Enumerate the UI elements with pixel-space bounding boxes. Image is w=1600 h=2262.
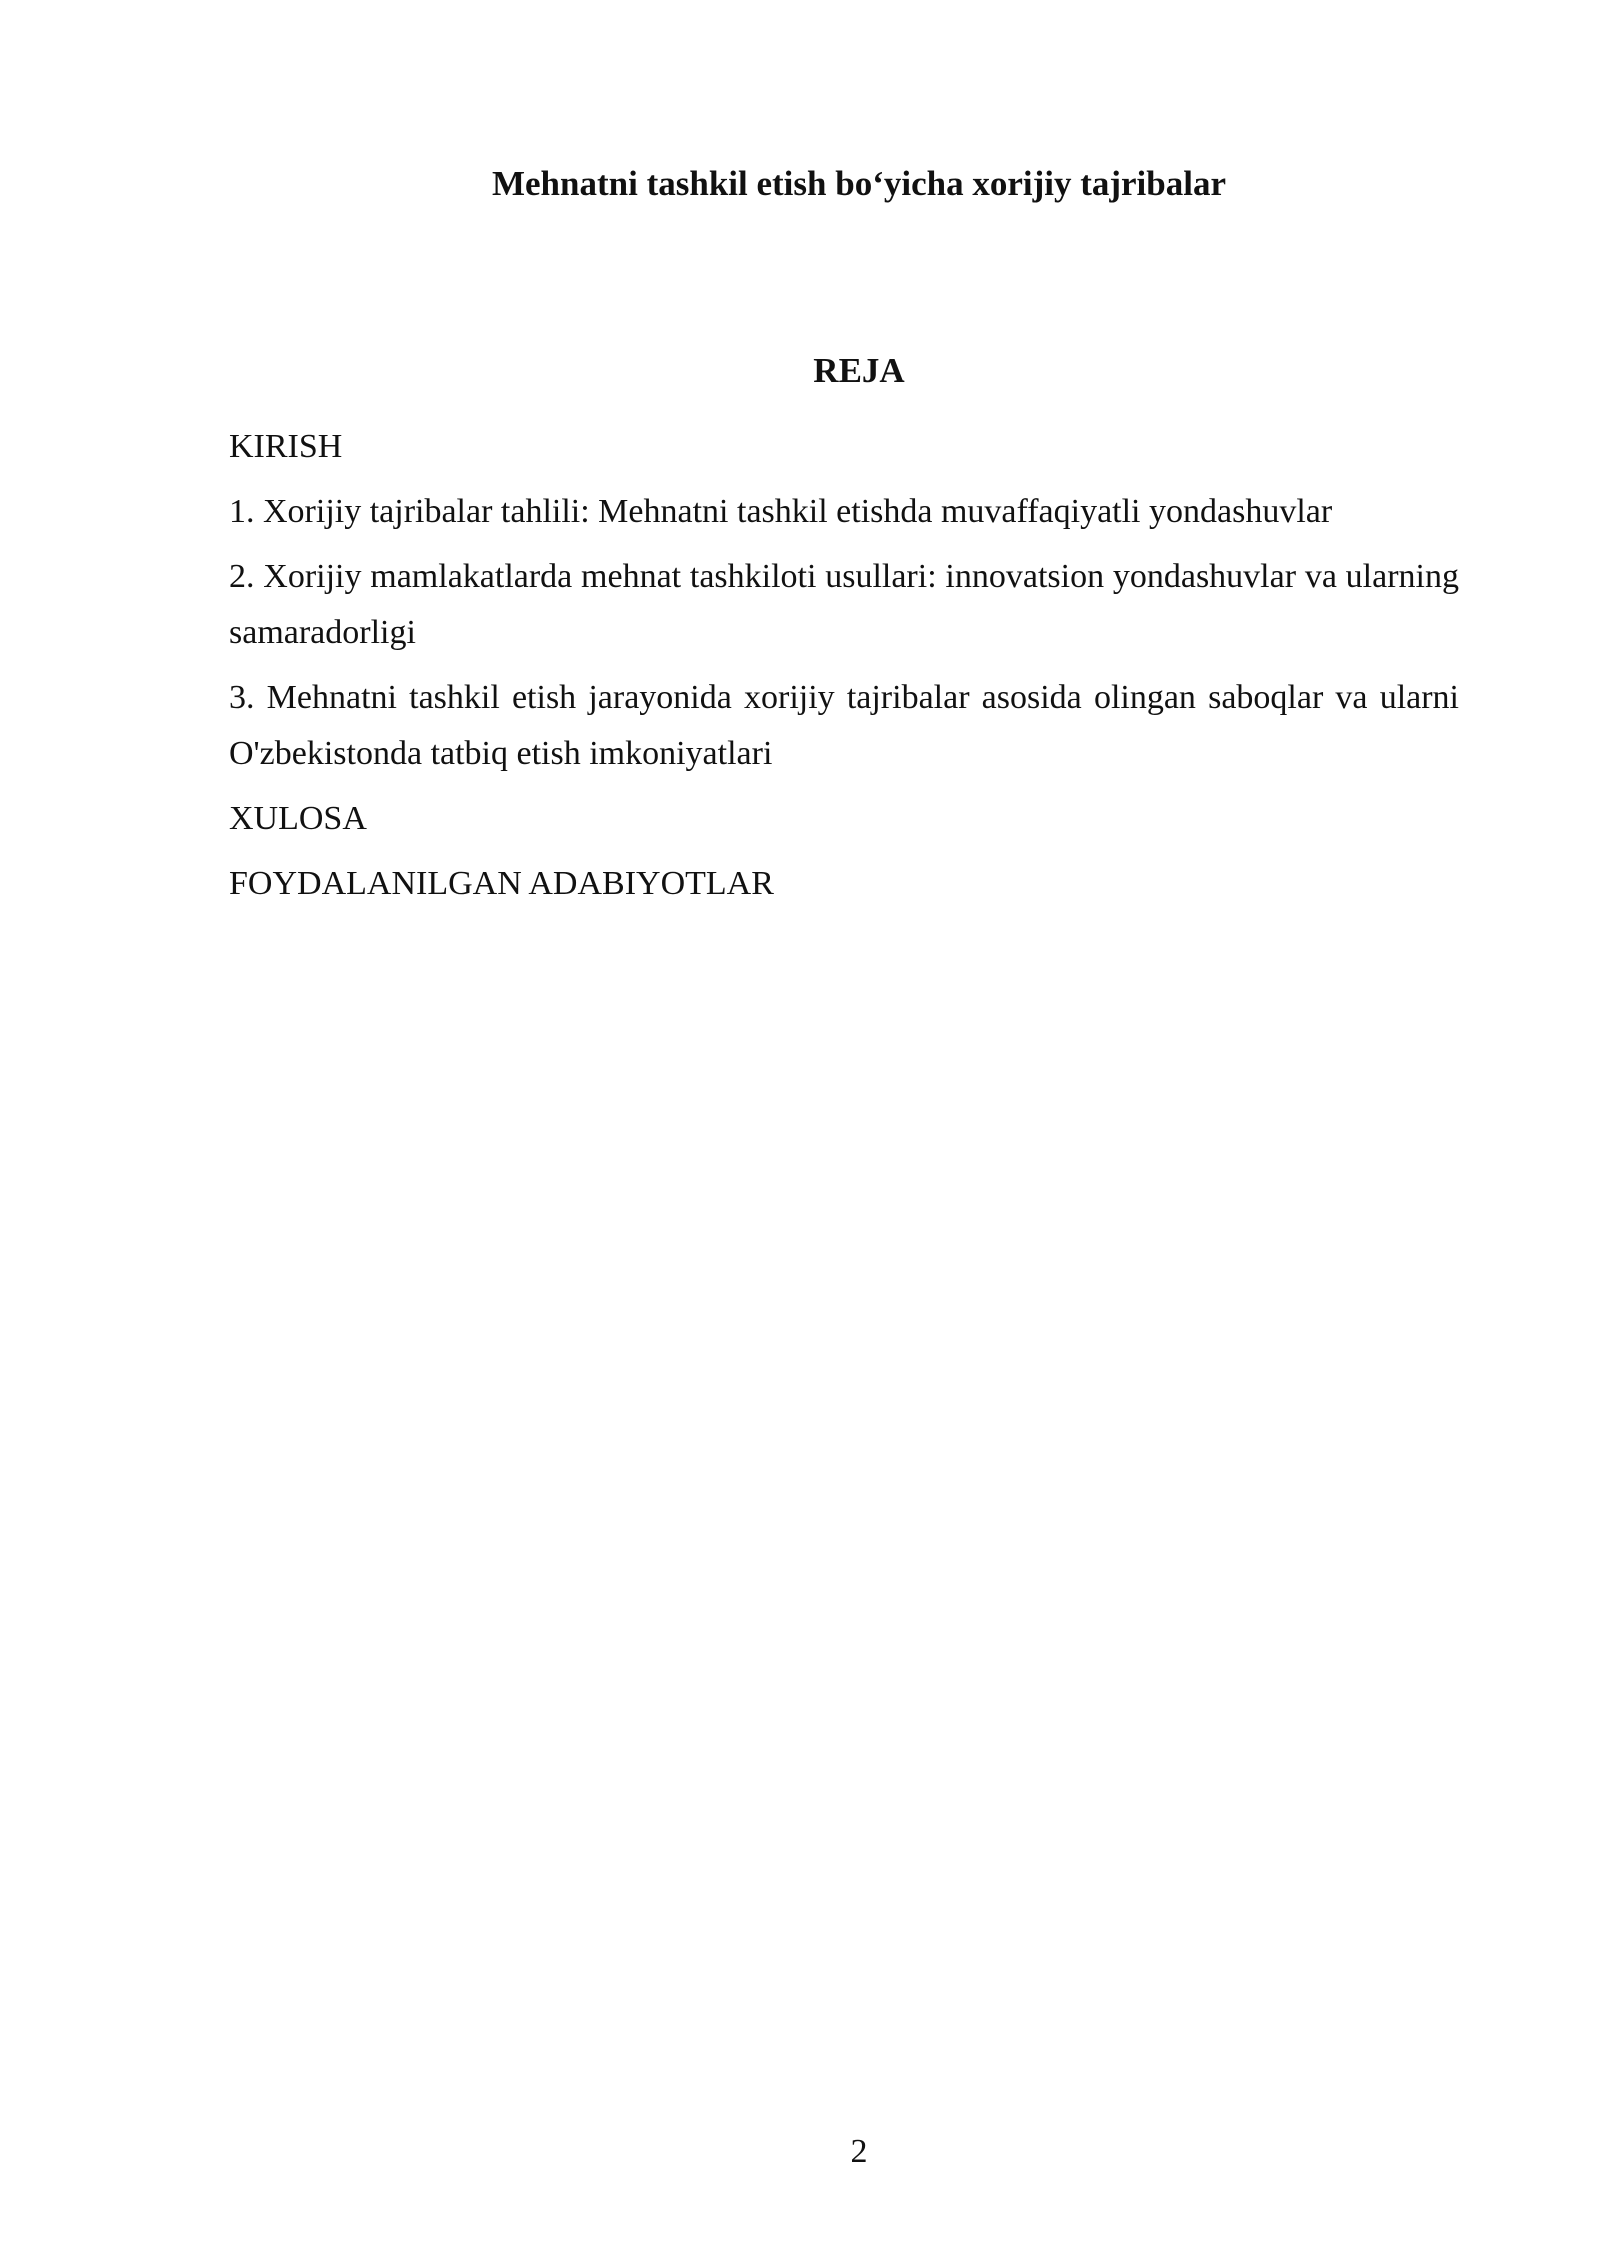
document-title: Mehnatni tashkil etish bo‘yicha xorijiy tajribalar: [491, 164, 1227, 203]
plan-item-introduction: KIRISH: [229, 428, 343, 465]
plan-item-conclusion: XULOSA: [229, 800, 367, 837]
plan-heading: REJA: [813, 351, 905, 390]
plan-item-references: FOYDALANILGAN ADABIYOTLAR: [229, 865, 774, 902]
plan-list: [229, 419, 1459, 921]
plan-item-1: 1. Xorijiy tajribalar tahlili: Mehnatni tashkil etishda muvaffaqiyatli yondashuvlar: [229, 493, 1333, 530]
page-number: 2: [850, 2133, 868, 2170]
plan-item-3: 3. Mehnatni tashkil etish jarayonida xorijiy tajribalar asosida olingan saboqlar va ularni O'zbekistonda tatbiq etish imkoniyatlari: [229, 679, 1459, 772]
plan-item-2: 2. Xorijiy mamlakatlarda mehnat tashkiloti usullari: innovatsion yondashuvlar va ularning samaradorligi: [229, 558, 1459, 651]
